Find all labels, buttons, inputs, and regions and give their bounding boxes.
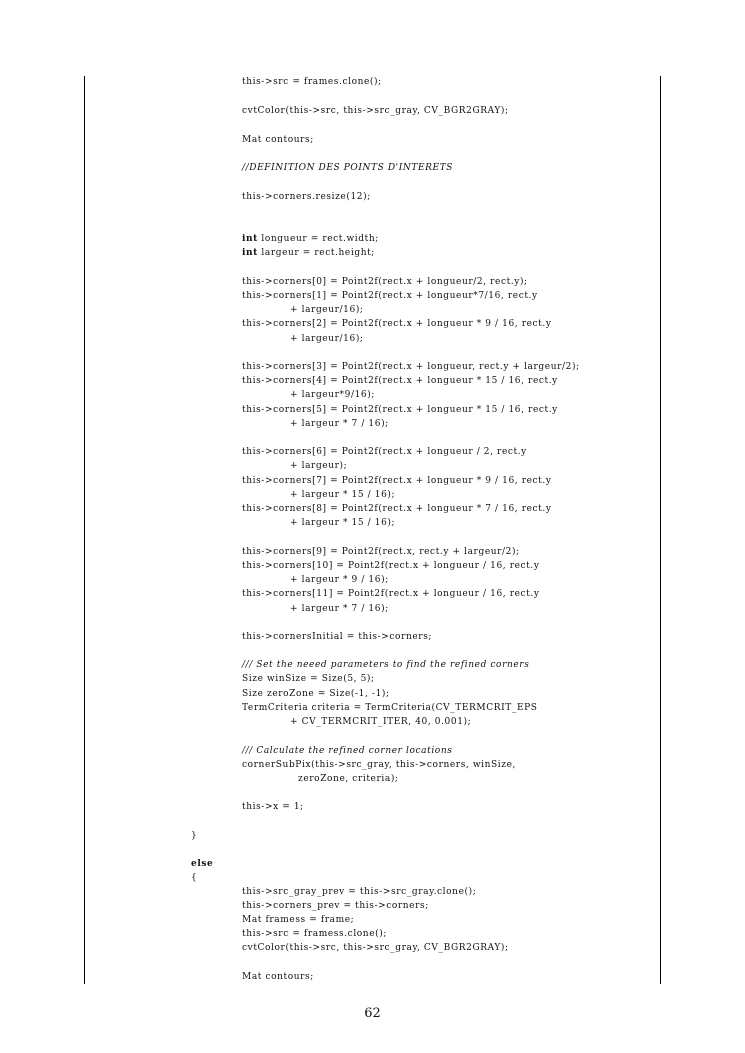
code-line: this->corners[2] = Point2f(rect.x + longueur * 9 / 16, rect.y (242, 319, 552, 329)
code-line: this->src_gray_prev = this->src_gray.clone(); (242, 887, 477, 897)
code-line: this->x = 1; (242, 802, 304, 812)
code-line: zeroZone, criteria); (298, 774, 399, 784)
code-line: cvtColor(this->src, this->src_gray, CV_BGR2GRAY); (242, 106, 509, 116)
code-line: this->corners[10] = Point2f(rect.x + longueur / 16, rect.y (242, 561, 540, 571)
code-line: + largeur * 9 / 16); (290, 575, 389, 585)
code-line: this->corners[7] = Point2f(rect.x + longueur * 9 / 16, rect.y (242, 476, 552, 486)
code-line: Size winSize = Size(5, 5); (242, 674, 375, 684)
code-line: Size zeroZone = Size(-1, -1); (242, 689, 390, 699)
code-line: + largeur/16); (290, 305, 364, 315)
code-line: this->src = frames.clone(); (242, 77, 382, 87)
code-line: this->corners[0] = Point2f(rect.x + longueur/2, rect.y); (242, 277, 528, 287)
code-line: + largeur * 15 / 16); (290, 518, 396, 528)
code-frame-left-rule (84, 76, 85, 984)
code-line: cvtColor(this->src, this->src_gray, CV_BGR2GRAY); (242, 943, 509, 953)
code-line: + largeur * 7 / 16); (290, 419, 389, 429)
code-line: cornerSubPix(this->src_gray, this->corners, winSize, (242, 760, 516, 770)
code-line: this->corners[9] = Point2f(rect.x, rect.y + largeur/2); (242, 547, 520, 557)
code-line: + largeur/16); (290, 334, 364, 344)
page-number: 62 (364, 1006, 381, 1021)
code-comment: /// Set the neeed parameters to find the refined corners (242, 660, 530, 670)
code-frame-right-rule (660, 76, 661, 984)
code-line: + largeur * 7 / 16); (290, 604, 389, 614)
code-line: TermCriteria criteria = TermCriteria(CV_TERMCRIT_EPS (242, 703, 538, 713)
code-line: this->corners.resize(12); (242, 192, 371, 202)
code-line: Mat framess = frame; (242, 915, 355, 925)
code-comment: //DEFINITION DES POINTS D'INTERETS (242, 163, 454, 173)
code-line: Mat contours; (242, 972, 314, 982)
code-line: this->corners[6] = Point2f(rect.x + longueur / 2, rect.y (242, 447, 527, 457)
code-line: Mat contours; (242, 135, 314, 145)
code-line: + largeur*9/16); (290, 390, 375, 400)
code-keyword: else (191, 859, 214, 869)
code-keyword: int (242, 234, 258, 244)
code-keyword: int (242, 248, 258, 258)
code-line: this->corners[11] = Point2f(rect.x + longueur / 16, rect.y (242, 589, 540, 599)
code-line: + largeur); (290, 461, 348, 471)
code-line: this->cornersInitial = this->corners; (242, 632, 433, 642)
code-line: + largeur * 15 / 16); (290, 490, 396, 500)
code-line: this->corners_prev = this->corners; (242, 901, 429, 911)
code-line: this->corners[8] = Point2f(rect.x + longueur * 7 / 16, rect.y (242, 504, 552, 514)
code-line: + CV_TERMCRIT_ITER, 40, 0.001); (290, 717, 472, 727)
code-comment: /// Calculate the refined corner locations (242, 746, 453, 756)
code-line: this->src = framess.clone(); (242, 929, 387, 939)
code-line: } (191, 831, 198, 841)
code-line: this->corners[3] = Point2f(rect.x + longueur, rect.y + largeur/2); (242, 362, 580, 372)
code-line: this->corners[4] = Point2f(rect.x + longueur * 15 / 16, rect.y (242, 376, 558, 386)
code-line: int largeur = rect.height; (242, 248, 375, 258)
code-line: this->corners[1] = Point2f(rect.x + longueur*7/16, rect.y (242, 291, 538, 301)
code-line: { (191, 873, 198, 883)
code-line: this->corners[5] = Point2f(rect.x + longueur * 15 / 16, rect.y (242, 405, 558, 415)
code-line: int longueur = rect.width; (242, 234, 379, 244)
